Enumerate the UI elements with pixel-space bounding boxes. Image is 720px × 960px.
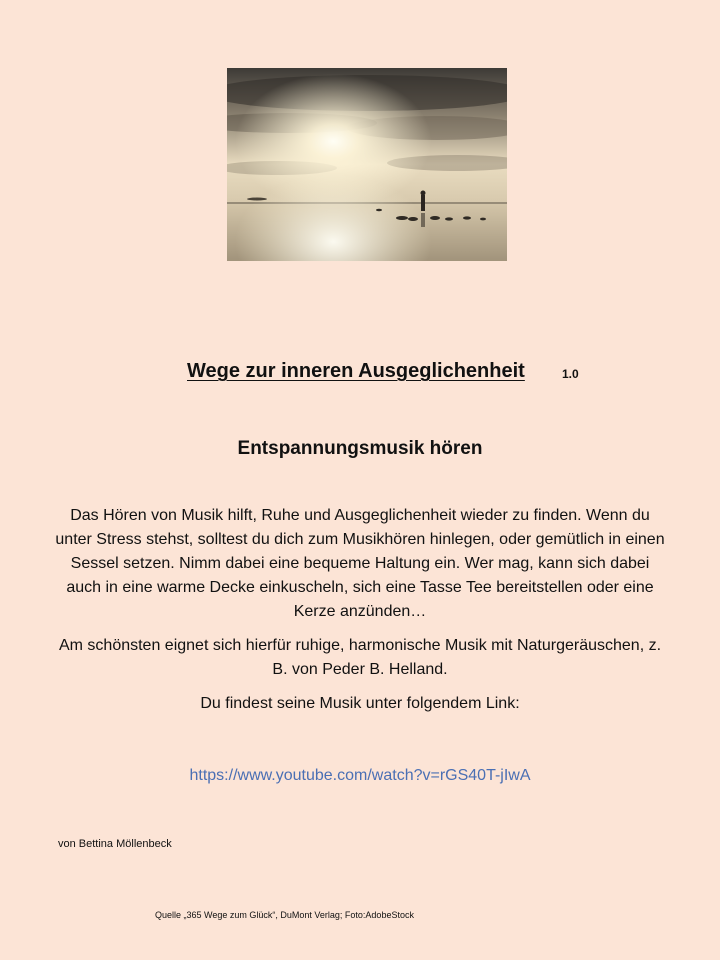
author-credit: von Bettina Möllenbeck — [58, 838, 172, 850]
sunset-lake-photo — [227, 68, 507, 261]
version-label: 1.0 — [562, 367, 579, 381]
page-title: Wege zur inneren Ausgeglichenheit — [187, 360, 525, 382]
youtube-link[interactable]: https://www.youtube.com/watch?v=rGS40T-jIwA — [189, 767, 531, 784]
paragraph-3: Du findest seine Musik unter folgendem Link: — [200, 695, 520, 712]
source-credit: Quelle „365 Wege zum Glück“, DuMont Verlag; Foto:AdobeStock — [155, 910, 414, 920]
paragraph-2: Am schönsten eignet sich hierfür ruhige, harmonische Musik mit Naturgeräuschen, z. B. von Peder B. Helland. — [58, 637, 662, 678]
paragraph-1: Das Hören von Musik hilft, Ruhe und Ausgeglichenheit wieder zu finden. Wenn du unter Stress stehst, solltest du dich zum Musikhören hinlegen, oder gemütlich in einen Sessel setzen. Nimm dabei eine bequeme Haltung ein. Wer mag, kann sich dabei auch in eine warme Decke einkuscheln, sich eine Tasse Tee bereitstellen oder eine Kerze anzünden… — [55, 507, 665, 620]
section-subtitle: Entspannungsmusik hören — [237, 438, 483, 459]
body-text — [52, 504, 668, 726]
photo-graphic — [227, 68, 507, 261]
